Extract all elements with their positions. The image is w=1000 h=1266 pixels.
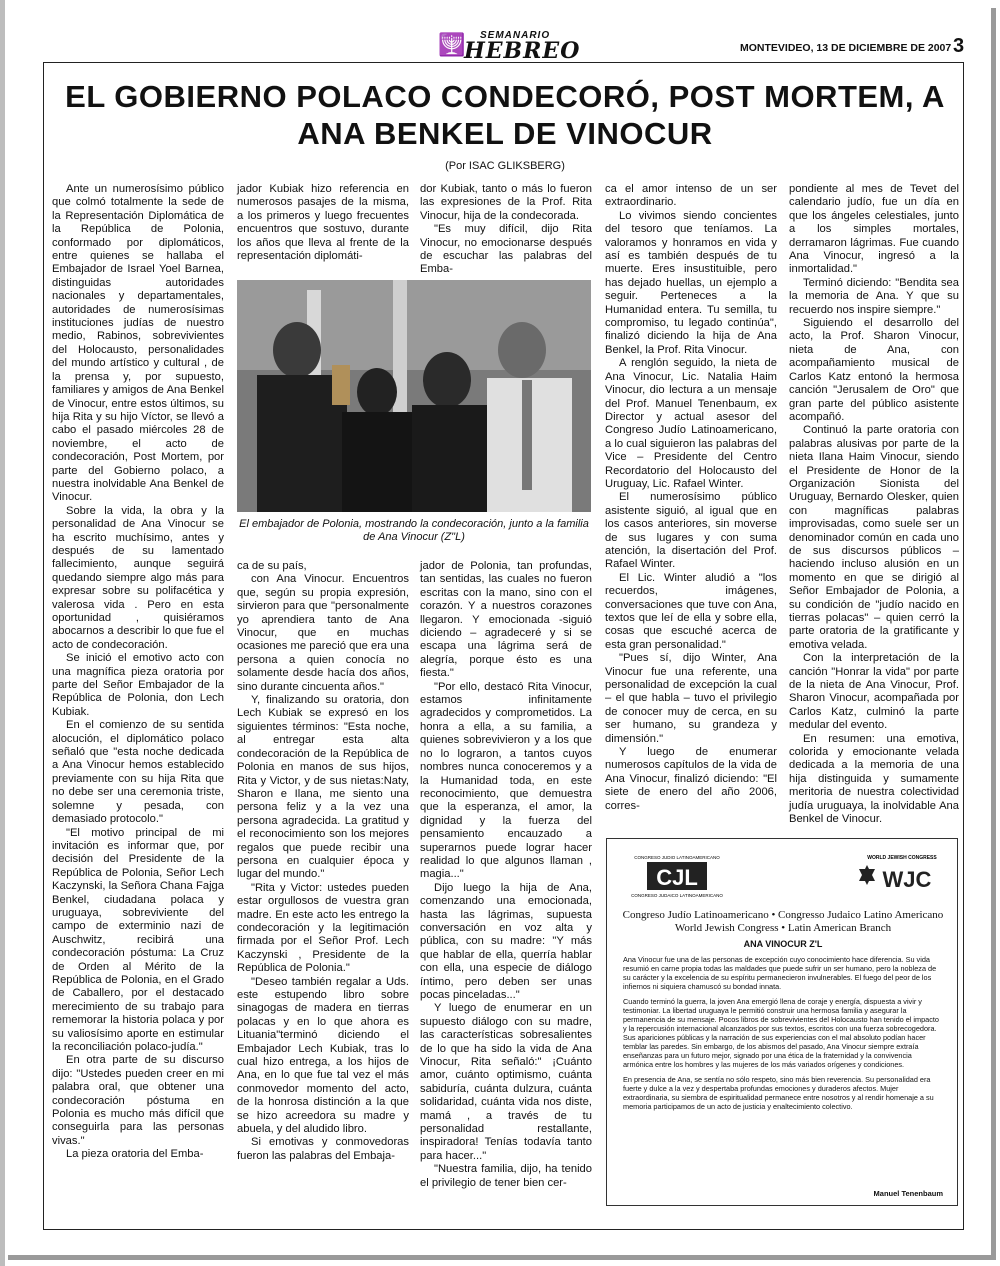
page-right-shadow: [991, 8, 996, 1260]
cjl-logo-text: CJL: [656, 865, 698, 890]
paragraph: Ante un numerosísimo público que colmó totalmente la sede de la Representación Diplomática de la República de Polonia, conformado por diplomáticos, entre quienes se hallaba el Embajador de Israel Yoel Barnea, distinguidas autoridades nacionales y departamentales, autoridades de numerosísimas instituciones judías de nuestro medio, Rabinos, sobrevivientes del Holocausto, personalidades del mundo artístico y cultural , de la prensa y, por supuesto, familiares y amigos de Ana Benkel de Vinocur, entre estos últimos, su hija Rita y su hijo Víctor, se llevó a cabo el pasado miércoles 28 de noviembre, el acto de condecoración, Post Mortem, por parte del Gobierno polaco, a nuestra inolvidable Ana Benkel de Vinocur.: [52, 183, 224, 504]
article-column-3-bottom: [420, 560, 592, 1228]
tribute-box: [606, 838, 958, 1206]
paragraph: Lo vivimos siendo concientes del tesoro que teníamos. La valoramos y honramos en vida y así es también después de tu muerte. Eres insustituible, pero has dejado huellas, un ejemplo a seguir. Perteneces a la Humanidad entera. Tu semilla, tu compromiso, tu legado continúa", finalizó diciendo la hija de Ana Benkel, la Prof. Rita Vinocur.: [605, 209, 777, 356]
article-column-2-top: [237, 183, 409, 263]
paragraph: Dijo luego la hija de Ana, comenzando una emocionada, hasta las lágrimas, supuesta conversación en voz alta y pública, con su madre: "Y más que hablar de ella, querría hablar con ella, una especie de diálogo íntimo, pero deben ser unas pocas pinceladas...": [420, 881, 592, 1001]
tribute-body: [623, 955, 943, 1117]
article-column-1: [52, 183, 224, 1228]
paragraph: dor Kubiak, tanto o más lo fueron las expresiones de la Prof. Rita Vinocur, hija de la condecorada.: [420, 183, 592, 222]
masthead-title: HEBREO: [464, 38, 581, 64]
paragraph: En el comienzo de su sentida alocución, el diplomático polaco señaló que "esta noche dedicada a Ana Vinocur hemos establecido previamente con su hija Rita que no debe ser una ceremonia triste, solemne y pesada, con demasiado protocolo.": [52, 719, 224, 826]
article-column-5: [789, 183, 959, 828]
paragraph: "Es muy difícil, dijo Rita Vinocur, no emocionarse después de escuchar las palabras del Emba-: [420, 223, 592, 276]
article-column-4: [605, 183, 777, 813]
paragraph: El numerosísimo público asistente siguió, al igual que en los casos anteriores, sin moverse de sus lugares y con suma atención, la disertación del Prof. Rafael Winter.: [605, 491, 777, 571]
paragraph: Se inició el emotivo acto con una magnífica pieza oratoria por parte del Señor Embajador de la República de Polonia, don Lech Kubiak.: [52, 652, 224, 718]
organization-names: [613, 909, 953, 935]
photo-illustration: [237, 280, 591, 512]
paragraph: Terminó diciendo: "Bendita sea la memoria de Ana. Y que su recuerdo nos inspire siempre.": [789, 276, 959, 316]
paragraph: Y luego de enumerar numerosos capítulos de la vida de Ana Vinocur, finalizó diciendo: "El siete de enero del año 2006, corres-: [605, 746, 777, 812]
tribute-paragraph: Ana Vinocur fue una de las personas de excepción cuyo conocimiento hace diferencia. Su vida resumió en carne propia todas las maldades que puede sufrir un ser humano, pero la nobleza de su carácter y la excelencia de su espíritu permanecieron invulnerables. El fuego del peor de los infiernos ni siquiera chamuscó su bondad innata.: [623, 955, 937, 991]
page-left-edge: [0, 0, 5, 1266]
logos-row: [617, 847, 947, 905]
page-number: 3: [953, 35, 965, 57]
wjc-logo-text: WJC: [882, 867, 932, 892]
paragraph: "Nuestra familia, dijo, ha tenido el privilegio de tener bien cer-: [420, 1163, 592, 1189]
photo-caption: El embajador de Polonia, mostrando la condecoración, junto a la familia de Ana Vinocur (Z"L): [239, 518, 589, 543]
cjl-logo: [627, 851, 727, 899]
paragraph: jador de Polonia, tan profundas, tan sentidas, las cuales no fueron escritas con la mano, sino con el corazón. Y a nuestros corazones llegaron. Y emocionada -siguió diciendo – agradeceré y si se escapa una lágrima será de alegría, porque ésto es una fiesta.": [420, 560, 592, 680]
paragraph: jador Kubiak hizo referencia en numerosos pasajes de la misma, a los primeros y luego frecuentes encuentros que sostuvo, durante los años que lleva al frente de la representación diplomáti-: [237, 183, 409, 263]
org-line-1: Congreso Judío Latinoamericano • Congresso Judaico Latino Americano: [622, 909, 944, 921]
tribute-paragraph: En presencia de Ana, se sentía no sólo respeto, sino más bien reverencia. Su personalidad era fuerte y dulce a la vez y despertaba profundas emociones y duraderos afectos. Mujer extraordinaria, su siembra de espiritualidad permanece entre nosotros y al rendir homenaje a su memoria participamos de un acto de justicia y enaltecimiento colectivo.: [623, 1075, 934, 1111]
paragraph: "Deseo también regalar a Uds. este estupendo libro sobre sinagogas de madera en tierras polacas y en lo que ahora es Lituania"terminó diciendo el Embajador Lech Kubiak, tras lo cual hizo entrega, a los hijos de Ana, en lo que fue tal vez el más conmovedor momento del acto, de la honrosa distinción a la que se hizo acreedora su madre y abuela, y del aludido libro.: [237, 975, 409, 1136]
paragraph: con Ana Vinocur. Encuentros que, según su propia expresión, sirvieron para que "personalmente yo aprendiera tanto de Ana Vinocur, que en muchas ocasiones me pareció que era una persona a quien conocía no solamente desde hacía dos años, sino durante cincuenta años.": [237, 573, 409, 693]
paragraph: "El motivo principal de mi invitación es informar que, por decisión del Presidente de la República de Polonia, Señor Lech Kaczynski, la Señora Chana Fajga Benkel, ciudadana polaca y uruguaya, sobreviviente del campo de exterminio nazi de Auschwitz, recibirá una condecoración póstuma: La Cruz de Orden al Mérito de la República de Polonia, en el Grado de Caballero, por el destacado merecimiento de su trabajo para rememorar la historia polaca y por su valiosísimo aporte en estimular la reconciliación polaco-judía.": [52, 826, 224, 1053]
article-headline: EL GOBIERNO POLACO CONDECORÓ, POST MORTEM, A ANA BENKEL DE VINOCUR: [65, 79, 945, 151]
paragraph: Con la interpretación de la canción "Honrar la vida" por parte de la nieta de Ana Vinocur, Prof. Sharon Vinocur, acompañada por Carlos Katz, culminó la parte medular del evento.: [789, 652, 959, 732]
event-photo: [237, 280, 591, 512]
paragraph: Sobre la vida, la obra y la personalidad de Ana Vinocur se ha escrito muchísimo, antes y después de su lamentado fallecimiento, aunque seguirá quedando siempre algo más para expresar sobre su polifacética y valerosa vida . Pero en esta oportunidad , quisiéramos abocarnos a describir lo que fue el acto de condecoración.: [52, 504, 224, 651]
cjl-small-top: CONGRESO JUDIO LATINOAMERICANO: [634, 855, 720, 860]
paragraph: La pieza oratoria del Emba-: [66, 1148, 204, 1161]
paragraph: "Por ello, destacó Rita Vinocur, estamos infinitamente agradecidos y comprometidos. La honra a ella, a su familia, a quienes sobrevivieron y a los que no lo lograron, a tantos cuyos nombres nunca conoceremos y a la Humanidad toda, en este reconocimiento, que demuestra que la esperanza, el amor, la dignidad y la fuerza del pensamiento encauzado a superarnos puede lograr hacer realidad lo que algunos llaman , magia...": [420, 680, 592, 881]
paragraph: Si emotivas y conmovedoras fueron las palabras del Embaja-: [237, 1136, 409, 1162]
org-line-2: World Jewish Congress • Latin American Branch: [674, 922, 892, 934]
paragraph: Y luego de enumerar en un supuesto diálogo con su madre, las características sobresalientes de lo que ha sido la vida de Ana Vinocur, Rita señaló:" ¡Cuánto amor, cuánto optimismo, cuánta sabiduría, cuánta dulzura, cuánta solidaridad, cuánta vida nos diste, mamá , a través de tu personalidad restallante, inspiradora! Tenías todavía tanto para hacer...": [420, 1002, 592, 1162]
wjc-small-top: WORLD JEWISH CONGRESS: [867, 855, 937, 861]
paragraph: En resumen: una emotiva, colorida y emocionante velada dedicada a la memoria de una hija distinguida y sumamente meritoria de nuestra colectividad judía uruguaya, la inolvidable Ana Benkel de Vinocur.: [789, 732, 959, 826]
paragraph: pondiente al mes de Tevet del calendario judío, fue un día en que los ángeles celestiales, junto a los simples mortales, derramaron lágrimas. Fue cuando Ana Vinocur, ingresó a la inmortalidad.": [789, 183, 959, 276]
paragraph: El Lic. Winter aludió a "los recuerdos, imágenes, conversaciones que tuve con Ana, textos que leí de ella y sobre ella, cosas que escuché acerca de esta gran personalidad.": [605, 571, 777, 651]
menorah-icon: 🕎: [438, 32, 466, 57]
paragraph: En otra parte de su discurso dijo: "Ustedes pueden creer en mi palabra oral, que obtener una condecoración póstuma en Polonia es mucho más difícil que conseguirla para las personas vivas.": [52, 1054, 224, 1147]
article-column-2-bottom: [237, 560, 409, 1228]
wjc-logo: [847, 851, 947, 899]
masthead-small-text: SEMANARIO: [480, 30, 551, 41]
article-column-3-top: [420, 183, 592, 276]
page-bottom-shadow: [8, 1255, 996, 1260]
cjl-small-bottom: CONGRESO JUDAICO LATINOAMERICANO: [631, 893, 723, 898]
masthead-logo: [438, 30, 581, 64]
paragraph: Siguiendo el desarrollo del acto, la Prof. Sharon Vinocur, nieta de Ana, con acompañamiento musical de Carlos Katz entonó la hermosa canción "Jerusalem de Oro" que gran parte del público asistente acompañó.: [789, 317, 959, 423]
paragraph: ca de su país,: [237, 560, 307, 572]
paragraph: Y, finalizando su oratoria, don Lech Kubiak se expresó en los siguientes términos: "Esta noche, al entregar esta alta condecoración de la República de Polonia en manos de sus hijos, Rita y Victor, y de sus nietas:Naty, Sharon e Ilana, me siento una persona feliz y a la vez una persona agradecida. La gratitud y el reconocimiento son los mejores regalos que puede recibir una persona en cualquier época y lugar del mundo.": [237, 694, 409, 881]
paragraph: "Rita y Victor: ustedes pueden estar orgullosos de vuestra gran madre. En este acto les entrego la condecoración y la legitimación firmada por el Señor Prof. Lech Kaczynski , Presidente de la República de Polonia.": [237, 881, 409, 975]
tribute-title: ANA VINOCUR Z'L: [743, 939, 823, 949]
paragraph: Continuó la parte oratoria con palabras alusivas por parte de la nieta Ilana Haim Vinocur, siendo el Presidente de Honor de la Organización Sionista del Uruguay, Bernardo Olesker, quien con magníficas palabras improvisadas, como suele ser un denominador común en cada uno de sus discursos públicos –haciendo incluso alusión en un momento en que se dirigió al Señor Embajador de Polonia, a su condición de "judío nacido en tierras polacas" – quien cerró la parte oratoria de la gratificante y emotiva velada.: [789, 424, 959, 651]
paragraph: A renglón seguido, la nieta de Ana Vinocur, Lic. Natalia Haim Vinocur, dio lectura a un mensaje del Prof. Manuel Tenenbaum, ex Director y actual asesor del Congreso Judío Latinoamericano, a lo cual siguieron las palabras del Vice – Presidente del Centro Recordatorio del Holocausto del Uruguay, Lic. Rafael Winter.: [605, 357, 777, 490]
dateline: MONTEVIDEO, 13 DE DICIEMBRE DE 2007: [740, 42, 952, 54]
tribute-paragraph: Cuando terminó la guerra, la joven Ana emergió llena de coraje y energía, dispuesta a vivir y testimoniar. La libertad uruguaya le permitió construir una hermosa familia y asegurar la permanencia de su mensaje. Pocos libros de sobrevivientes del Holocausto han tenido el impacto y la repercusión internacional alcanzados por sus textos, escritos con una fuerza sobrecogedora. Sus apariciones públicas y la narración de sus experiencias con el mal absoluto podían hacer temblar las paredes. Sin embargo, de los abismos del pasado, Ana Vinocur siempre extraía enseñanzas para un futuro mejor, signado por una ética de la fraternidad y la convivencia armónica entre los hombres y las mujeres de los más variados orígenes y condiciones.: [623, 997, 939, 1069]
paragraph: "Pues sí, dijo Winter, Ana Vinocur fue una referente, una personalidad de excepción la cual – el que habla – tuvo el privilegio de conocer muy de cerca, en su ser humano, su grandeza y dimensión.": [605, 652, 777, 745]
article-byline: (Por ISAC GLIKSBERG): [445, 160, 565, 172]
tribute-signature: Manuel Tenenbaum: [873, 1189, 943, 1198]
paragraph: ca el amor intenso de un ser extraordinario.: [605, 183, 777, 209]
